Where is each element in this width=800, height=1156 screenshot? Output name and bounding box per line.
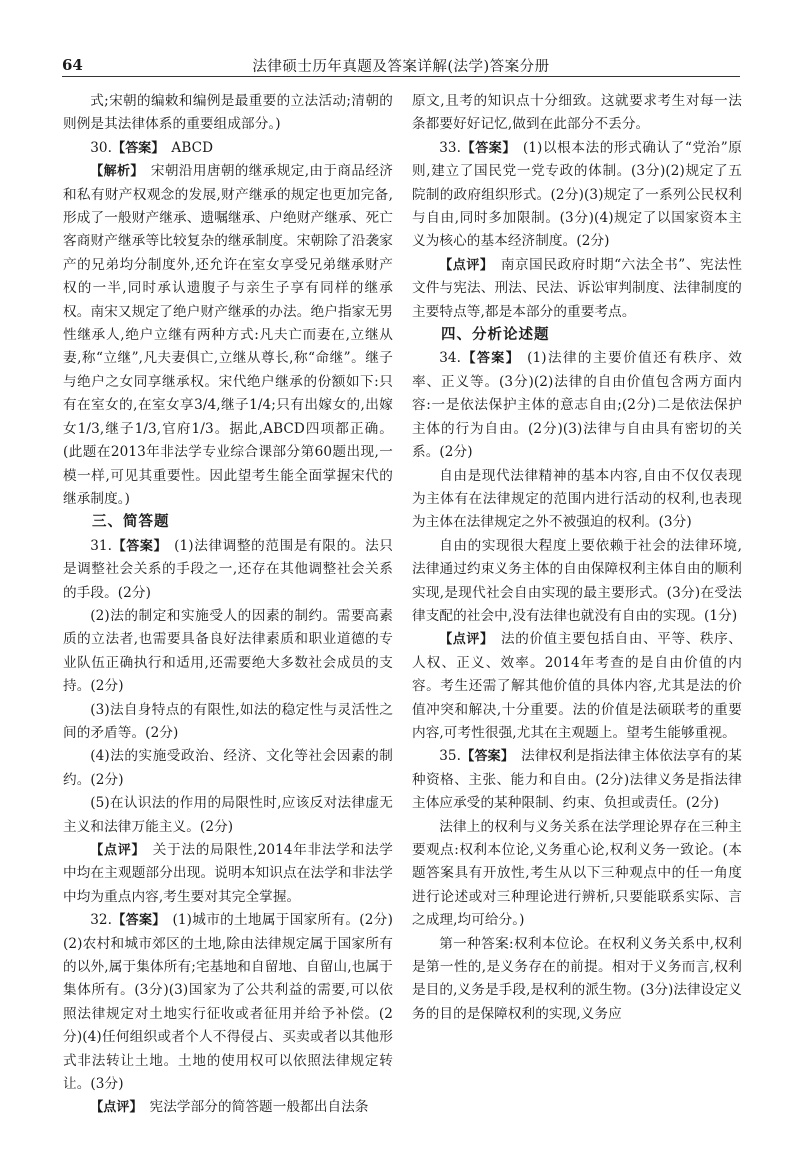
page-number: 64 — [62, 56, 83, 74]
paragraph-text: 南京国民政府时期“六法全书”、宪法性文件与宪法、刑法、民法、诉讼审判制度、法律制度的主要特点等,都是本部分的重要考点。 — [412, 256, 742, 320]
paragraph-text: 法的价值主要包括自由、平等、秩序、人权、正义、效率。2014年考查的是自由价值的内容。考生还需了解其他价值的具体内容,尤其是法的价值冲突和解决,十分重要。法的价值是法硕联考的重要内容,可考性很强,尤其在主观题上。望考生能够重视。 — [412, 631, 743, 741]
page-header — [62, 54, 740, 77]
paragraph-text: (4)法的实施受政治、经济、文化等社会因素的制约。(2分) — [63, 748, 393, 788]
paragraph-text: (1)城市的土地属于国家所有。(2分)(2)农村和城市郊区的土地,除由法律规定属于国家所有的以外,属于集体所有;宅基地和自留地、自留山,也属于集体所有。(3分)(3)国家为了公共利益的需要,可以依照法律规定对土地实行征收或者征用并给予补偿。(2分)(4)任何组织或者个人不得侵占、买卖或者以其他形式非法转让土地。土地的使用权可以依照法律规定转让。(3分) — [63, 912, 393, 1093]
label-tag: 【点评】 — [439, 257, 494, 273]
paragraph-text: 关于法的局限性,2014年非法学和法学中均在主观题部分出现。说明本知识点在法学和非法学中均为重点内容,考生要对其完全掌握。 — [63, 842, 393, 905]
label-tag: 【答案】 — [112, 140, 165, 156]
paragraph-text: 第一种答案:权利本位论。在权利义务关系中,权利是第一性的,是义务存在的前提。相对于义务而言,权利是目的,义务是手段,是权利的派生物。(3分)法律设定义务的目的是保障权利的实现,义务应 — [412, 935, 742, 1022]
right-column — [412, 90, 742, 1026]
section-heading: 三、简答题 — [92, 514, 170, 531]
paragraph — [412, 816, 742, 933]
paragraph — [412, 254, 742, 324]
paragraph-text: 法律权利是指法律主体依法享有的某种资格、主张、能力和自由。(2分)法律义务是指法律主体应承受的某种限制、约束、负担或责任。(2分) — [412, 748, 742, 812]
paragraph — [63, 909, 393, 1096]
paragraph-text: 宪法学部分的简答题一般都出自法条 — [149, 1099, 369, 1116]
label-tag: 【答案】 — [112, 538, 168, 554]
paragraph-text: (5)在认识法的作用的局限性时,应该反对法律虚无主义和法律万能主义。(2分) — [63, 795, 393, 835]
paragraph — [63, 1096, 393, 1119]
paragraph — [63, 160, 393, 511]
paragraph — [63, 839, 393, 909]
left-column — [63, 90, 393, 1120]
paragraph — [63, 792, 393, 839]
paragraph-text: (2)法的制定和实施受人的因素的制约。需要高素质的立法者,也需要具备良好法律素质和职业道德的专业队伍正确执行和适用,还需要绝大多数社会成员的支持。(2分) — [63, 607, 393, 695]
paragraph-text: (1)以根本法的形式确认了“党治”原则,建立了国民党一党专政的体制。(3分)(2)规定了五院制的政府组织形式。(2分)(3)规定了一系列公民权利与自由,同时多加限制。(3分)(4)规定了以国家资本主义为核心的基本经济制度。(2分) — [412, 139, 742, 250]
paragraph — [412, 628, 742, 745]
question-number: 32. — [90, 912, 113, 929]
paragraph — [412, 745, 742, 815]
paragraph — [412, 933, 742, 1027]
paragraph — [412, 535, 742, 629]
label-tag: 【答案】 — [461, 351, 521, 367]
label-tag: 【解析】 — [90, 164, 144, 180]
paragraph-text: 自由的实现很大程度上要依赖于社会的法律环境,法律通过约束义务主体的自由保障权利主体自由的顺利实现,是现代社会自由实现的最主要形式。(3分)在受法律支配的社会中,没有法律也就没有自由的实现。(1分) — [412, 537, 742, 624]
paragraph-text: 自由是现代法律精神的基本内容,自由不仅仅表现为主体有在法律规定的范围内进行活动的权利,也表现为主体在法律规定之外不被强迫的权利。(3分) — [412, 467, 742, 531]
paragraph-text: (1)法律的主要价值还有秩序、效率、正义等。(3分)(2)法律的自由价值包含两方面内容:一是依法保护主体的意志自由;(2分)二是依法保护主体的行为自由。(2分)(3)法律与自由具有密切的关系。(2分) — [412, 350, 743, 461]
label-tag: 【点评】 — [90, 1100, 143, 1116]
paragraph — [412, 137, 742, 254]
paragraph-text: ABCD — [171, 139, 214, 156]
label-tag: 【答案】 — [461, 749, 515, 765]
paragraph-text: 法律上的权利与义务关系在法学理论界存在三种主要观点:权利本位论,义务重心论,权利义务一致论。(本题答案具有开放性,考生从以下三种观点中的任一角度进行论述或对三种理论进行辨析,只要能联系实际、言之成理,均可给分。) — [412, 818, 742, 929]
question-number: 33. — [439, 139, 462, 156]
paragraph — [63, 745, 393, 792]
question-number: 30. — [90, 139, 113, 156]
section-heading: 四、分析论述题 — [441, 327, 550, 344]
paragraph — [412, 347, 742, 464]
paragraph — [63, 535, 393, 605]
paragraph — [63, 699, 393, 746]
question-number: 35. — [439, 748, 462, 765]
label-tag: 【点评】 — [439, 632, 494, 648]
paragraph — [412, 465, 742, 535]
label-tag: 【答案】 — [112, 913, 166, 929]
paragraph — [63, 90, 393, 137]
label-tag: 【点评】 — [90, 843, 146, 858]
paragraph — [63, 137, 393, 160]
paragraph-text: (1)法律调整的范围是有限的。法只是调整社会关系的手段之一,还存在其他调整社会关系的手段。(2分) — [63, 537, 393, 601]
paragraph-text: (3)法自身特点的有限性,如法的稳定性与灵活性之间的矛盾等。(2分) — [63, 701, 393, 741]
label-tag: 【答案】 — [461, 140, 516, 156]
paragraph-text: 宋朝沿用唐朝的继承规定,由于商品经济和私有财产权观念的发展,财产继承的规定也更加完备,形成了一般财产继承、遗嘱继承、户绝财产继承、死亡客商财产继承等比较复杂的继承制度。宋朝除了沿袭家产的兄弟均分制度外,还允许在室女享受兄弟继承财产权的一半,同时承认遗腹子与亲生子享有同样的继承权。南宋又规定了绝户财产继承的办法。绝户指家无男性继承人,绝户立继有两种方式:凡夫亡而妻在,立继从妻,称“立继”,凡夫妻俱亡,立继从尊长,称“命继”。继子与绝户之女同享继承权。宋代绝户继承的份额如下:只有在室女的,在室女享3/4,继子1/4;只有出嫁女的,出嫁女1/3,继子1/3,官府1/3。据此,ABCD四项都正确。(此题在2013年非法学专业综合课部分第60题出现,一模一样,可见其重要性。因此望考生能全面掌握宋代的继承制度。) — [63, 163, 393, 507]
question-number: 34. — [439, 350, 462, 367]
paragraph-text: 原文,且考的知识点十分细致。这就要求考生对每一法条都要好好记忆,做到在此部分不丢分。 — [412, 93, 742, 133]
paragraph-text: 式;宋朝的编敕和编例是最重要的立法活动;清朝的则例是其法律体系的重要组成部分。) — [63, 93, 393, 133]
running-title: 法律硕士历年真题及答案详解(法学)答案分册 — [252, 59, 550, 75]
paragraph — [63, 605, 393, 699]
question-number: 31. — [90, 537, 113, 554]
paragraph — [412, 90, 742, 137]
